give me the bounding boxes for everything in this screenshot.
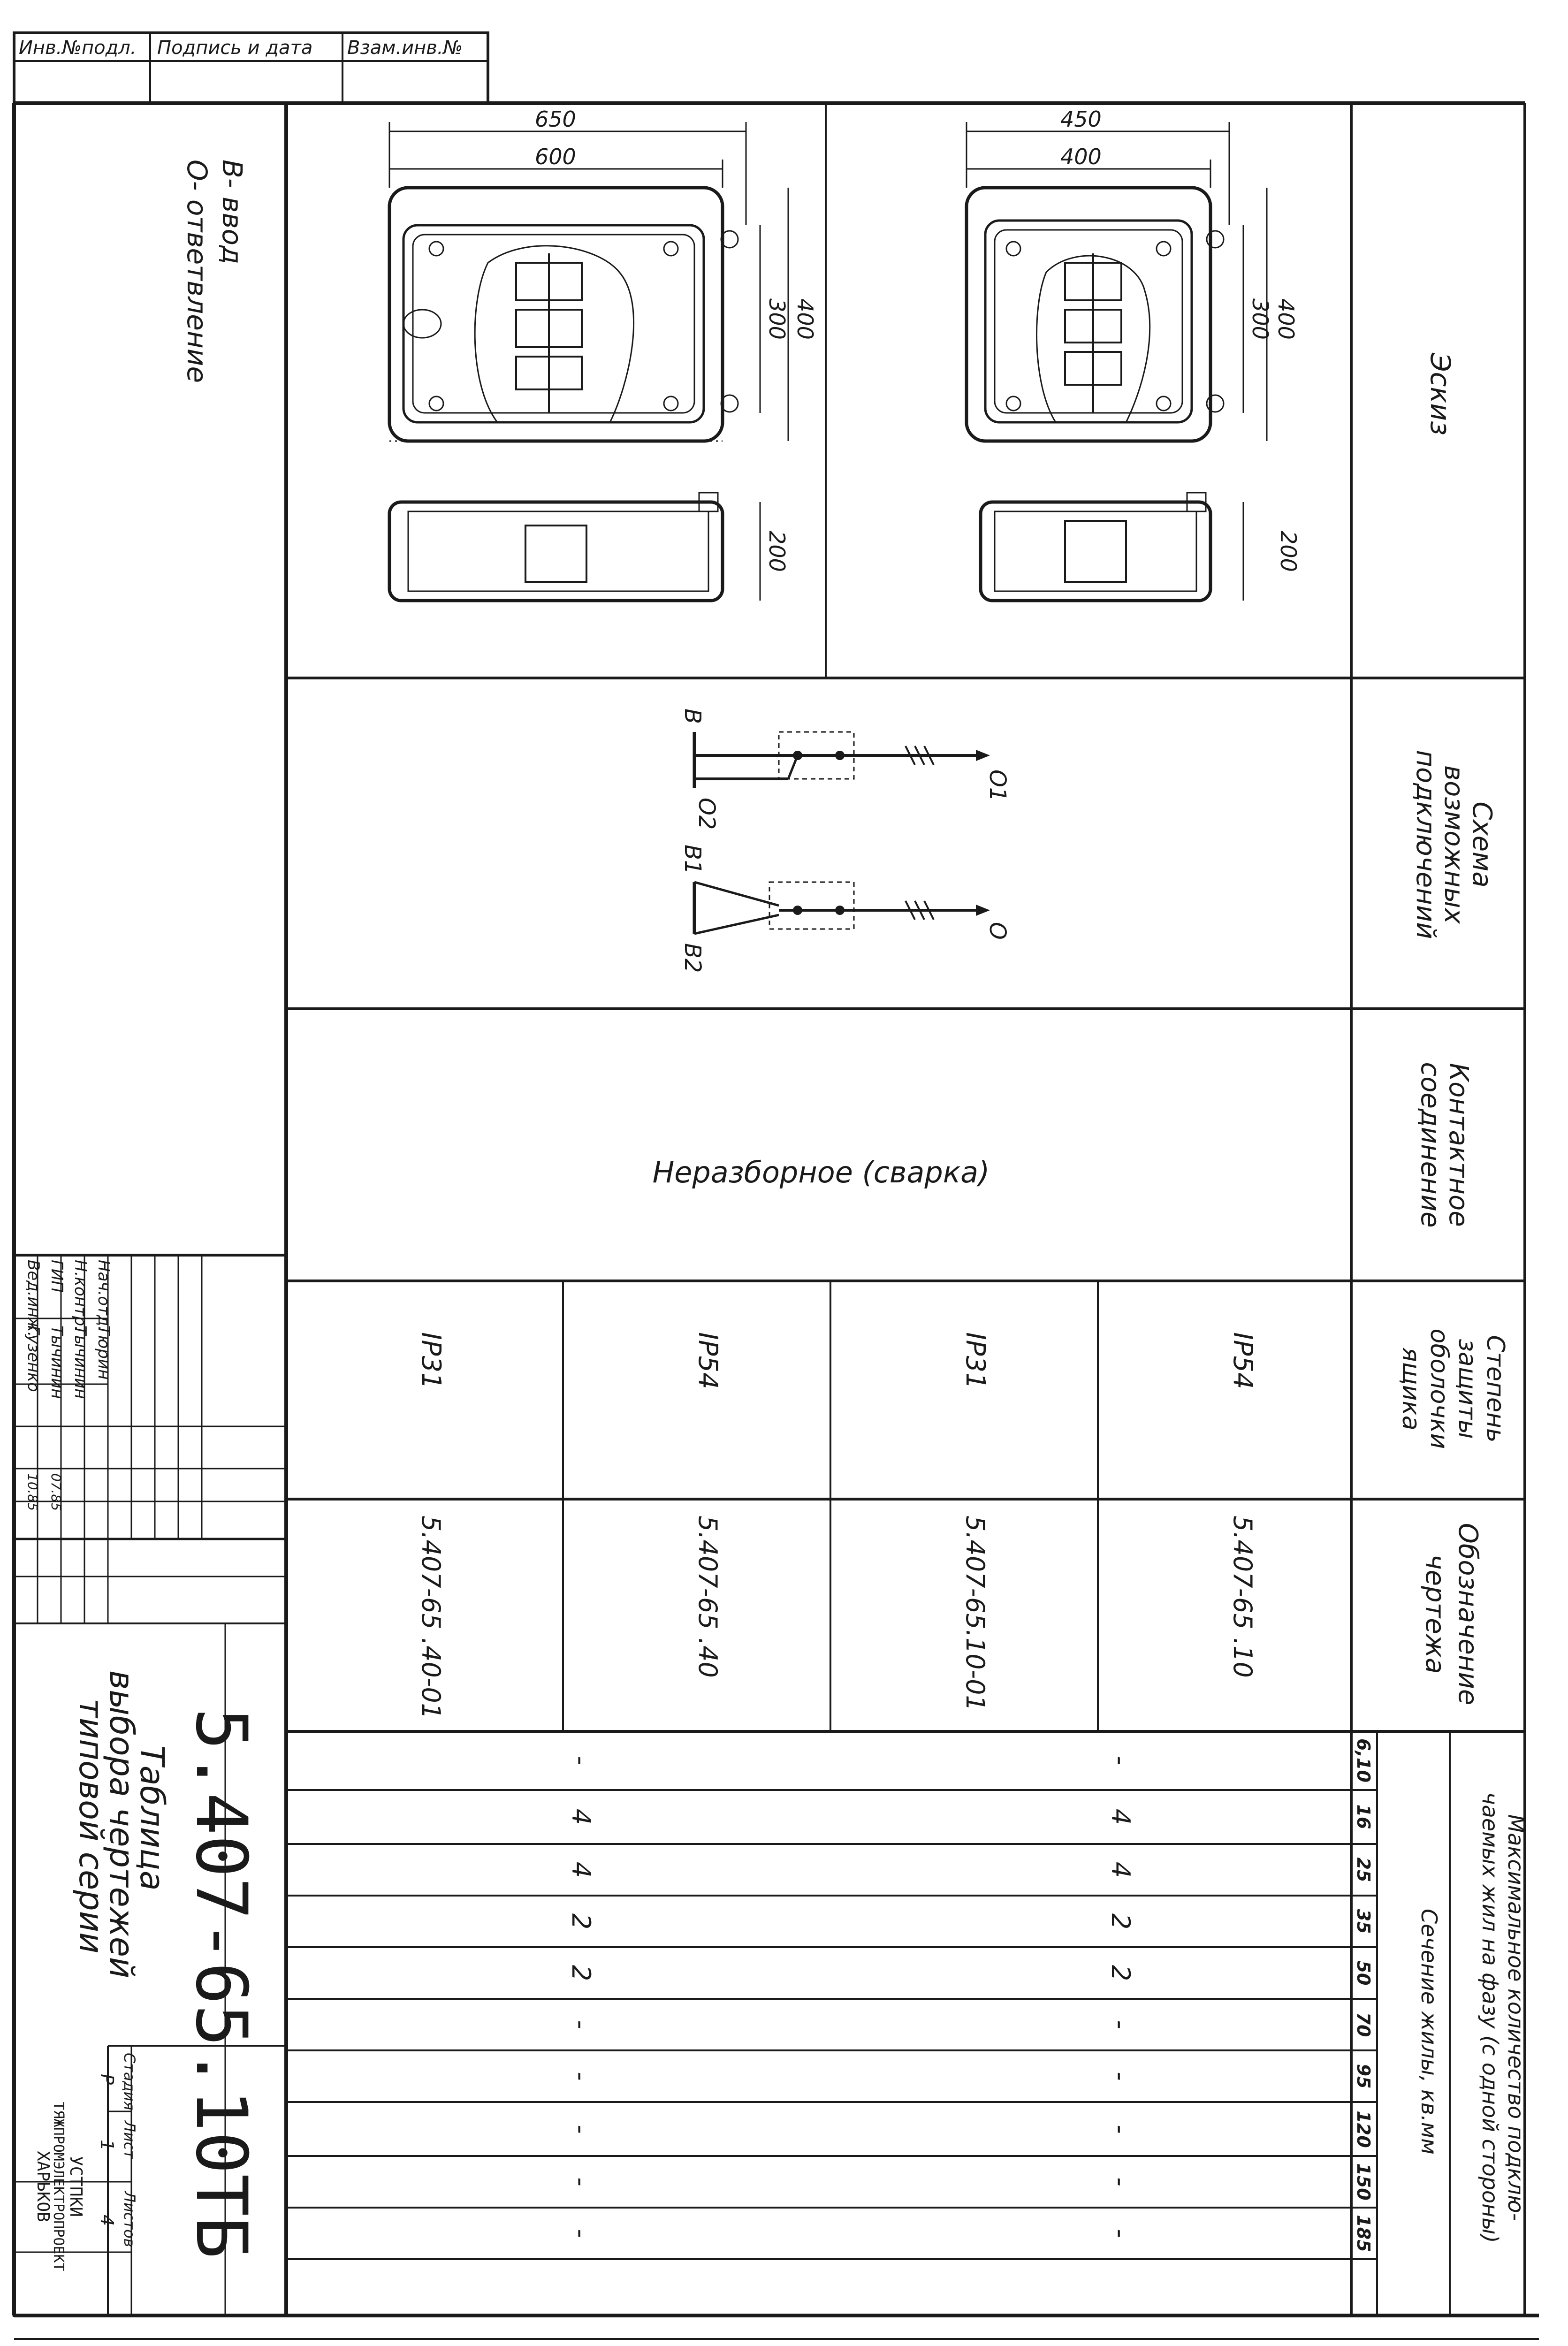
svg-text:подключений: подключений — [1410, 750, 1441, 939]
header-stepen — [1397, 1329, 1509, 1449]
svg-text:чаемых жил на фазу (с одной ст: чаемых жил на фазу (с одной стороны) — [1477, 1792, 1503, 2243]
top-stamp — [14, 33, 488, 103]
svg-text:4: 4 — [97, 2215, 117, 2226]
svg-text:5.407-65 .10: 5.407-65 .10 — [1228, 1516, 1257, 1678]
svg-text:типовой серии: типовой серии — [72, 1699, 110, 1954]
svg-text:5.407-65 .40: 5.407-65 .40 — [693, 1516, 723, 1678]
svg-text:О- ответвление: О- ответвление — [181, 160, 213, 383]
svg-text:Контактное: Контактное — [1443, 1063, 1474, 1227]
header-skhema — [1410, 750, 1497, 939]
header-oboz — [1420, 1523, 1483, 1706]
svg-text:-: - — [1106, 2229, 1135, 2238]
svg-text:Схема: Схема — [1467, 801, 1497, 888]
svg-text:Тычинин: Тычинин — [47, 1325, 66, 1399]
svg-text:Степень: Степень — [1481, 1335, 1509, 1443]
svg-text:2: 2 — [566, 1913, 596, 1930]
svg-text:Тюрин: Тюрин — [94, 1325, 113, 1380]
svg-text:возможных: возможных — [1439, 765, 1469, 924]
svg-text:Гузенко: Гузенко — [24, 1325, 43, 1392]
svg-text:В1: В1 — [679, 845, 706, 875]
svg-text:300: 300 — [1248, 298, 1273, 340]
svg-text:ХАРЬКОВ: ХАРЬКОВ — [33, 2151, 53, 2222]
svg-text:400: 400 — [1060, 144, 1102, 169]
svg-text:4: 4 — [1106, 1861, 1135, 1878]
header-kontakt — [1415, 1062, 1474, 1227]
svg-text:-: - — [566, 2020, 596, 2029]
svg-text:О: О — [984, 922, 1011, 940]
svg-text:150: 150 — [1353, 2163, 1374, 2201]
svg-text:16: 16 — [1353, 1804, 1374, 1829]
document-title — [72, 1670, 171, 1978]
svg-text:70: 70 — [1353, 2012, 1374, 2037]
svg-text:185: 185 — [1353, 2215, 1374, 2252]
svg-text:-: - — [1106, 1756, 1135, 1765]
stamp-vzam-inv: Взам.инв.№ — [347, 37, 463, 59]
oboz-values — [416, 1516, 1257, 1719]
svg-text:2: 2 — [1106, 1913, 1135, 1930]
svg-text:-: - — [1106, 2072, 1135, 2081]
svg-text:ТЯЖПРОМЭЛЕКТРОПРОЕКТ: ТЯЖПРОМЭЛЕКТРОПРОЕКТ — [50, 2102, 67, 2271]
svg-text:ГИП: ГИП — [47, 1260, 66, 1293]
kontakt-value: Неразборное (сварка) — [652, 1155, 990, 1189]
svg-text:200: 200 — [764, 531, 790, 572]
svg-text:Вед.инж.: Вед.инж. — [24, 1260, 43, 1337]
svg-text:300: 300 — [764, 298, 790, 340]
svg-text:IP54: IP54 — [693, 1332, 723, 1389]
svg-text:Эскиз: Эскиз — [1424, 353, 1456, 435]
svg-text:-: - — [566, 2125, 596, 2134]
svg-text:IP31: IP31 — [416, 1332, 446, 1389]
svg-text:-: - — [1106, 2020, 1135, 2029]
svg-text:400: 400 — [1273, 298, 1299, 340]
svg-text:Тычинин: Тычинин — [71, 1325, 90, 1399]
svg-text:4: 4 — [566, 1808, 596, 1825]
svg-text:200: 200 — [1276, 531, 1301, 572]
svg-text:ящика: ящика — [1397, 1347, 1425, 1431]
title-block-people — [24, 1260, 113, 1511]
dims-small — [967, 107, 1301, 601]
svg-text:выбора чертежей: выбора чертежей — [102, 1670, 141, 1979]
sketch-large-box — [389, 188, 738, 601]
header-max — [1416, 1792, 1529, 2243]
svg-text:Таблица: Таблица — [133, 1745, 171, 1891]
svg-text:400: 400 — [792, 298, 818, 340]
svg-text:5.407-65 .40-01: 5.407-65 .40-01 — [416, 1516, 446, 1720]
stage-sheets — [97, 2053, 138, 2247]
svg-text:-: - — [566, 2072, 596, 2081]
stamp-podpis-data: Подпись и дата — [157, 37, 313, 59]
svg-text:600: 600 — [535, 144, 576, 169]
svg-text:В2: В2 — [679, 943, 706, 973]
svg-text:07.85: 07.85 — [48, 1473, 64, 1511]
svg-text:35: 35 — [1353, 1909, 1374, 1934]
sketch-small-box — [967, 188, 1224, 601]
svg-text:120: 120 — [1353, 2110, 1374, 2148]
svg-text:-: - — [566, 2177, 596, 2186]
svg-text:В: В — [679, 708, 706, 724]
svg-text:соединение: соединение — [1415, 1062, 1446, 1228]
svg-text:6,10: 6,10 — [1353, 1738, 1374, 1782]
svg-text:IP54: IP54 — [1227, 1332, 1258, 1389]
svg-text:-: - — [1106, 2125, 1135, 2134]
stamp-inv-podl: Инв.№подл. — [19, 37, 137, 59]
counts-row-40 — [566, 1756, 596, 2238]
scheme-2 — [679, 845, 1011, 973]
svg-text:-: - — [1106, 2177, 1135, 2186]
svg-text:IP31: IP31 — [960, 1332, 990, 1389]
svg-text:2: 2 — [1106, 1965, 1135, 1981]
svg-text:25: 25 — [1353, 1857, 1374, 1882]
svg-text:95: 95 — [1353, 2064, 1374, 2089]
document-code: 5.407-65.10ТБ — [180, 1708, 262, 2259]
svg-text:-: - — [566, 1756, 596, 1765]
svg-text:4: 4 — [1106, 1808, 1135, 1825]
legend — [181, 160, 248, 383]
svg-text:Обозначение: Обозначение — [1453, 1523, 1483, 1706]
svg-text:Листов: Листов — [121, 2191, 138, 2247]
svg-text:4: 4 — [566, 1861, 596, 1878]
svg-text:Н.контр.: Н.контр. — [71, 1260, 90, 1332]
svg-text:1: 1 — [97, 2140, 117, 2151]
svg-text:О1: О1 — [984, 769, 1011, 802]
svg-text:2: 2 — [566, 1965, 596, 1981]
header-eskiz — [1424, 352, 1456, 435]
svg-text:50: 50 — [1353, 1960, 1374, 1986]
svg-text:650: 650 — [535, 107, 576, 132]
svg-text:защиты: защиты — [1453, 1339, 1481, 1439]
svg-text:чертежа: чертежа — [1420, 1554, 1450, 1674]
svg-text:оболочки: оболочки — [1425, 1328, 1453, 1449]
svg-text:-: - — [566, 2229, 596, 2238]
counts-row-10 — [1106, 1756, 1135, 2238]
svg-text:Сечение жилы, кв.мм: Сечение жилы, кв.мм — [1416, 1908, 1442, 2155]
ip-values — [416, 1332, 1258, 1389]
scheme-1 — [679, 708, 1011, 830]
svg-text:Максимальное количество подклю: Максимальное количество подклю- — [1503, 1814, 1529, 2221]
svg-text:Р: Р — [97, 2074, 117, 2085]
svg-text:Стадия: Стадия — [121, 2053, 138, 2110]
organization — [33, 2102, 85, 2271]
section-grid — [286, 1731, 1450, 2316]
svg-text:УСТПКИ: УСТПКИ — [66, 2156, 85, 2217]
svg-text:450: 450 — [1060, 107, 1102, 132]
dims-large — [389, 107, 818, 601]
svg-text:Нач.отд.: Нач.отд. — [94, 1260, 113, 1332]
section-labels — [1353, 1738, 1374, 2252]
svg-text:Лист: Лист — [121, 2121, 138, 2159]
svg-text:О2: О2 — [693, 798, 720, 830]
row-lines — [286, 103, 1525, 1731]
svg-text:10.85: 10.85 — [25, 1473, 40, 1511]
svg-text:В- ввод: В- ввод — [216, 160, 248, 265]
svg-text:5.407-65.10-01: 5.407-65.10-01 — [960, 1516, 990, 1711]
